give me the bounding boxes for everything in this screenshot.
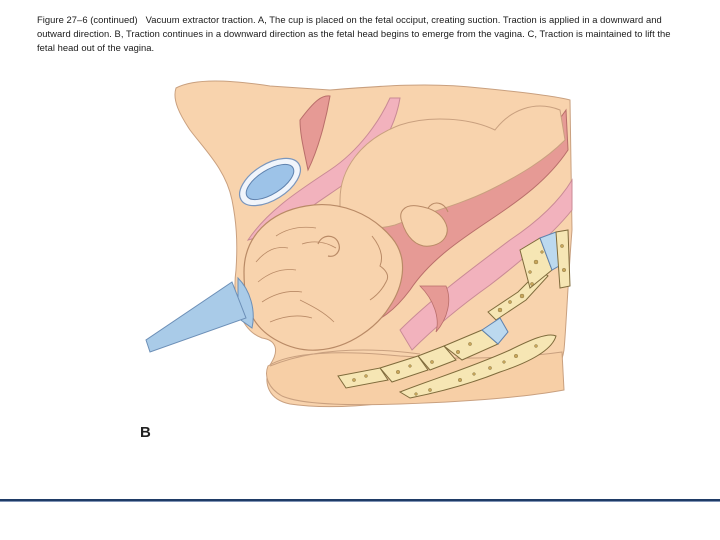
figure-number: Figure 27–6 (continued) — [37, 14, 138, 25]
figure-caption — [37, 13, 677, 56]
panel-label: B — [140, 424, 151, 441]
vacuum-extraction-illustration — [130, 72, 580, 492]
caption-text: Vacuum extractor traction. A, The cup is placed on the fetal occiput, creating suction. Traction is applied in a downward and outward direction. B, Traction continues in a downward direction as the fetal head begins to emerge from the vagina. C, Traction is maintained to lift the fetal head out of the vagina. — [37, 14, 671, 54]
footer-rule-accent — [0, 501, 720, 502]
